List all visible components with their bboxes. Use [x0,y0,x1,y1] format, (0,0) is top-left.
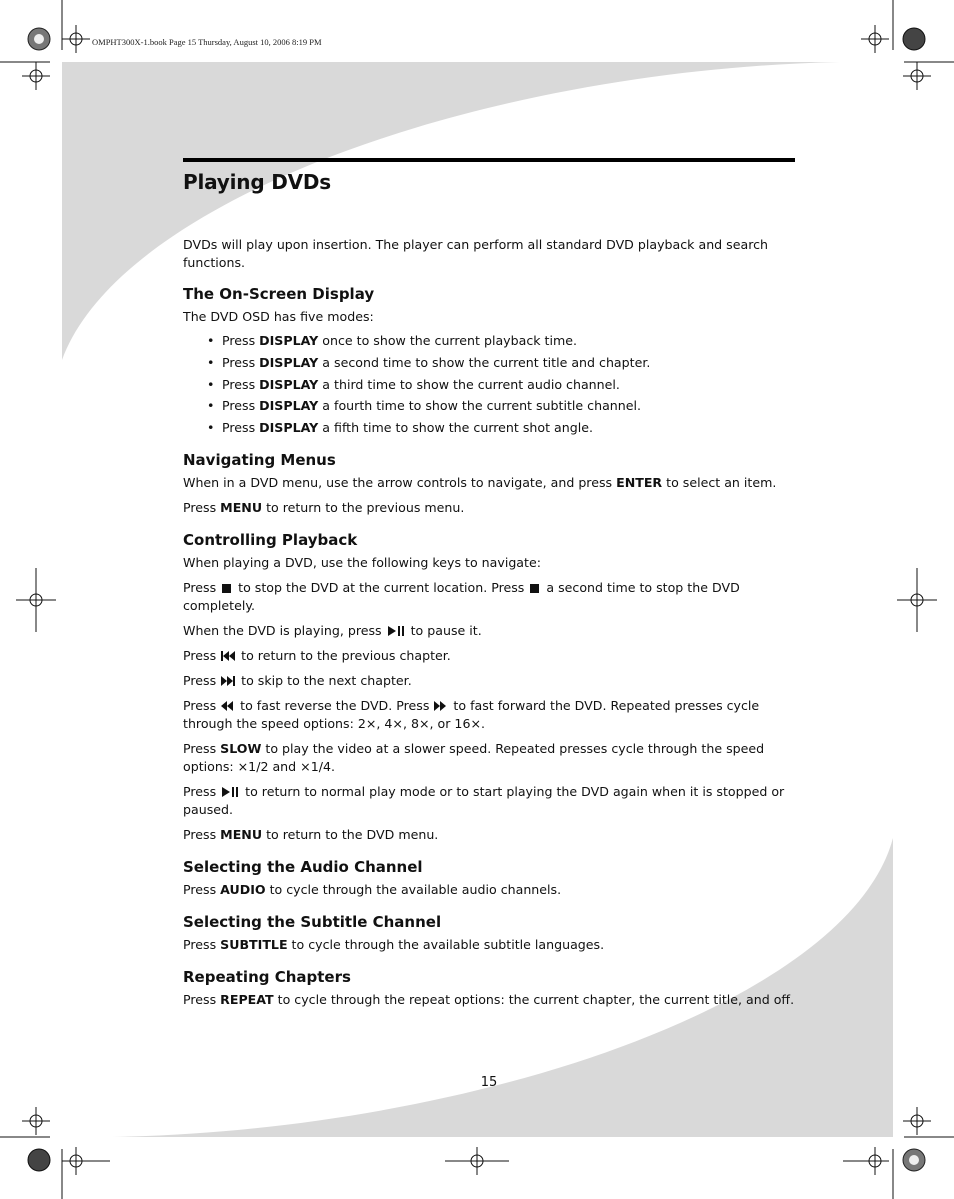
repeat-key: REPEAT [220,992,274,1008]
osd-heading: The On-Screen Display [183,285,375,303]
enter-key: ENTER [616,475,663,491]
repeat-paragraph [183,991,795,1009]
page-number: 15 [480,1075,498,1090]
audio-section [183,858,795,899]
list-item [222,376,795,394]
audio-key: AUDIO [220,882,266,898]
text-run: to skip to the next chapter. [237,673,412,689]
text-run: to fast reverse the DVD. Press [236,698,434,714]
audio-paragraph [183,881,795,899]
menus-section [183,451,795,517]
slow-key: SLOW [220,741,262,757]
text-run: When the DVD is playing, press [183,623,386,639]
intro-paragraph: DVDs will play upon insertion. The player can perform all standard DVD playback and search functions. [183,237,769,270]
text-run: to return to normal play mode or to start playing the DVD again when it is stopped or paused. [183,784,785,818]
display-key: DISPLAY [259,354,319,370]
text-run: When in a DVD menu, use the arrow controls to navigate, and press [183,475,617,491]
slow-paragraph [183,740,795,776]
fast-paragraph [183,697,795,733]
press-text: Press [222,354,256,370]
text-run: Press [183,500,221,516]
fast-reverse-icon [221,701,234,711]
next-paragraph [183,672,795,690]
menus-heading: Navigating Menus [183,451,336,470]
stop-paragraph [183,579,795,615]
menus-paragraph [183,474,795,492]
menu-key: MENU [220,827,263,843]
text-run: Press [183,827,221,843]
subtitle-key: SUBTITLE [220,937,288,953]
list-item [222,397,795,415]
text-run: to stop the DVD at the current location. Press [234,580,529,596]
subtitle-section [183,913,795,954]
stop-icon [222,584,231,593]
list-item-text: a second time to show the current title and chapter. [318,354,651,370]
osd-lead: The DVD OSD has five modes: [183,309,374,324]
audio-heading: Selecting the Audio Channel [183,858,423,877]
text-run: Press [183,580,221,596]
subtitle-heading: Selecting the Subtitle Channel [183,913,442,932]
page-content [183,158,795,1023]
pause-paragraph [183,622,795,640]
text-run: Press [183,937,221,953]
repeat-section [183,968,795,1009]
list-item-text: a fifth time to show the current shot angle. [318,420,593,436]
stop-icon [530,584,539,593]
text-run: to select an item. [662,475,777,491]
playback-section [183,531,795,844]
playback-lead: When playing a DVD, use the following keys to navigate: [183,555,541,571]
text-run: Press [183,673,221,689]
skip-forward-icon [221,676,235,686]
text-run: a second time to stop the DVD completely. [183,580,740,614]
text-run: to cycle through the repeat options: the current chapter, the current title, and off. [273,992,795,1008]
text-run: to return to the previous chapter. [237,648,451,664]
menu-paragraph [183,826,795,844]
display-key: DISPLAY [259,398,319,414]
text-run: to play the video at a slower speed. Repeated presses cycle through the speed options: ×1/2 and ×1/4. [183,741,765,775]
text-run: to fast forward the DVD. Repeated presses cycle through the speed options: 2×, 4×, 8×, or 16×. [183,698,760,732]
press-text: Press [222,333,256,348]
display-key: DISPLAY [259,420,319,436]
subtitle-paragraph [183,936,795,954]
playback-heading: Controlling Playback [183,531,358,550]
press-text: Press [222,420,256,436]
text-run: to cycle through the available subtitle languages. [287,937,605,953]
menus-paragraph [183,499,795,517]
text-run: Press [183,882,221,898]
play-pause-icon [387,626,405,636]
text-run: to pause it. [406,623,482,639]
press-text: Press [222,398,256,414]
list-item [222,354,795,372]
play-pause-icon [221,787,239,797]
list-item [222,332,795,350]
book-header: OMPHT300X-1.book Page 15 Thursday, August 10, 2006 8:19 PM [92,37,322,47]
resume-paragraph [183,783,795,819]
display-key: DISPLAY [259,376,319,392]
text-run: Press [183,741,221,757]
list-item-text: a third time to show the current audio channel. [318,376,620,392]
list-item-text: once to show the current playback time. [318,333,578,348]
list-item-text: a fourth time to show the current subtitle channel. [318,398,641,414]
text-run: Press [183,784,221,800]
osd-mode-list [183,332,795,437]
fast-forward-icon [434,701,447,711]
menu-key: MENU [220,500,263,516]
skip-back-icon [221,651,235,661]
text-run: Press [183,698,221,714]
text-run: to return to the DVD menu. [262,827,439,843]
text-run: Press [183,648,221,664]
list-item [222,419,795,437]
osd-section [183,285,795,437]
text-run: to cycle through the available audio channels. [265,882,562,898]
title-rule [183,158,795,162]
page-title: Playing DVDs [183,170,331,194]
text-run: Press [183,992,221,1008]
display-key: DISPLAY [259,333,319,348]
prev-paragraph [183,647,795,665]
text-run: to return to the previous menu. [262,500,465,516]
press-text: Press [222,376,256,392]
repeat-heading: Repeating Chapters [183,968,351,987]
